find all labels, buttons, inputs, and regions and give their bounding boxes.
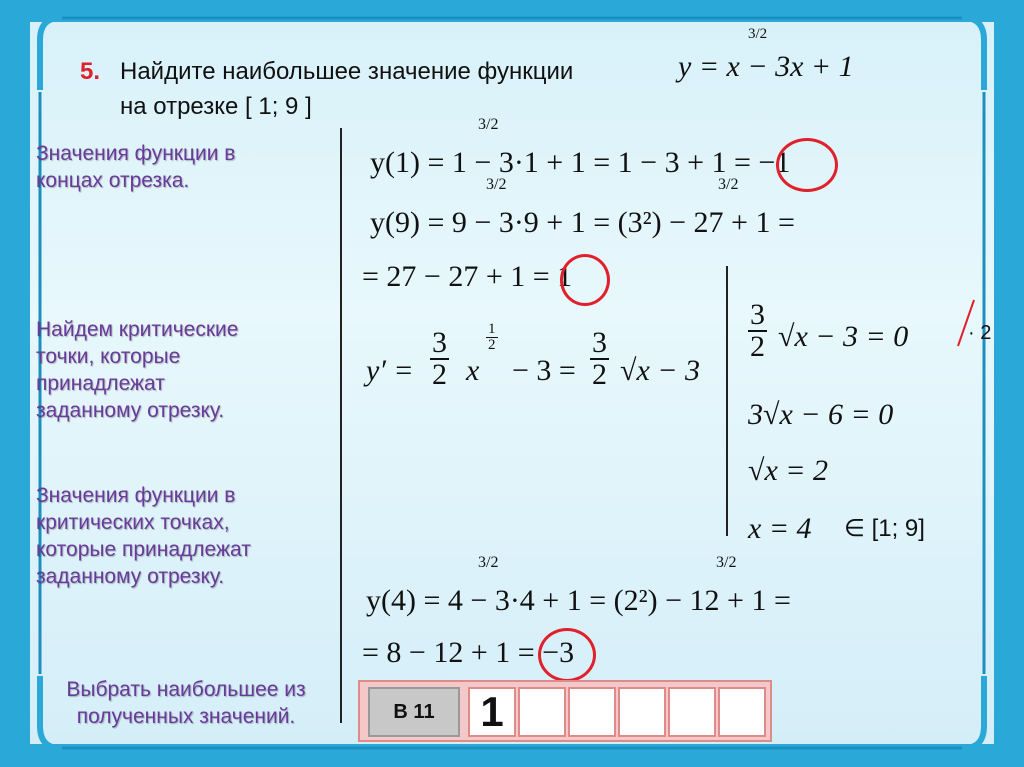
eq-y9-exponent-b: 3/2	[718, 176, 739, 193]
answer-cell-1[interactable]: 1	[468, 687, 516, 737]
note-critical-line: точки, которые	[36, 345, 181, 368]
note-ends-line: концах отрезка.	[36, 169, 190, 192]
circle-one	[560, 254, 610, 306]
solution-divider	[726, 266, 728, 536]
column-divider	[340, 128, 342, 723]
eq4: x = 4	[748, 512, 812, 545]
answer-cell-3[interactable]	[568, 687, 616, 737]
eq-y1-exponent: 3/2	[478, 116, 499, 133]
note-ends-line: Значения функции в	[36, 142, 236, 165]
eq4-interval: ∈ [1; 9]	[844, 515, 925, 542]
note-critical-line: заданному отрезку.	[36, 399, 225, 422]
eq1: √x − 3 = 0	[778, 320, 909, 353]
eq1-frac: $\frac{3}{2}$	[750, 298, 765, 363]
derivative-frac-1: $\frac{3}{2}$	[432, 326, 447, 391]
note-ends	[36, 140, 235, 194]
eq-y9-line2: = 27 − 27 + 1 = 1	[362, 260, 573, 293]
derivative-frac-2: $\frac{3}{2}$	[592, 326, 607, 391]
note-choose-line: Выбрать наибольшее из	[66, 678, 306, 701]
eq-y4-exponent-a: 3/2	[478, 554, 499, 571]
answer-cell-2[interactable]	[518, 687, 566, 737]
eq-y4-line1: y(4) = 4 − 3·4 + 1 = (2²) − 12 + 1 =	[366, 584, 791, 617]
answer-label: В 11	[368, 687, 460, 737]
answer-cell-5[interactable]	[668, 687, 716, 737]
eq-y4-exponent-b: 3/2	[716, 554, 737, 571]
derivative-x: x	[466, 354, 480, 387]
derivative-label: y′ =	[366, 354, 414, 387]
note-critical-values	[36, 482, 251, 590]
note-critical-values-line: которые принадлежат	[36, 538, 251, 561]
derivative-exponent: $\frac{1}{2}$	[488, 321, 496, 353]
task-line-1: Найдите наибольшее значение функции	[120, 58, 574, 85]
note-choose	[36, 676, 336, 730]
eq-y1: y(1) = 1 − 3·1 + 1 = 1 − 3 + 1 = −1	[370, 146, 791, 179]
function-exponent: 3/2	[748, 26, 768, 42]
eq2: 3√x − 6 = 0	[748, 398, 894, 431]
eq-y4-line2: = 8 − 12 + 1 = −3	[362, 636, 575, 669]
note-choose-line: полученных значений.	[76, 705, 296, 728]
note-critical-line: Найдем критические	[36, 318, 239, 341]
answer-cell-6[interactable]	[718, 687, 766, 737]
circle-minus-one	[776, 138, 838, 192]
note-critical	[36, 316, 238, 424]
eq-y9-exponent-a: 3/2	[486, 176, 507, 193]
note-critical-values-line: критических точках,	[36, 511, 230, 534]
eq3: √x = 2	[748, 454, 829, 487]
task-line-2: на отрезке [ 1; 9 ]	[120, 93, 312, 120]
derivative-end: √x − 3	[620, 354, 701, 387]
eq-y9-line1: y(9) = 9 − 3·9 + 1 = (3²) − 27 + 1 =	[370, 206, 795, 239]
note-critical-line: принадлежат	[36, 372, 165, 395]
eq1-multiplier: · 2	[968, 322, 992, 344]
note-critical-values-line: заданному отрезку.	[36, 565, 225, 588]
function-formula: y = x − 3x + 1	[678, 50, 854, 83]
answer-box	[358, 680, 772, 742]
task-number: 5.	[80, 58, 101, 85]
derivative-tail: − 3 =	[512, 354, 576, 387]
answer-cell-4[interactable]	[618, 687, 666, 737]
circle-minus-three	[538, 628, 596, 682]
note-critical-values-line: Значения функции в	[36, 484, 236, 507]
